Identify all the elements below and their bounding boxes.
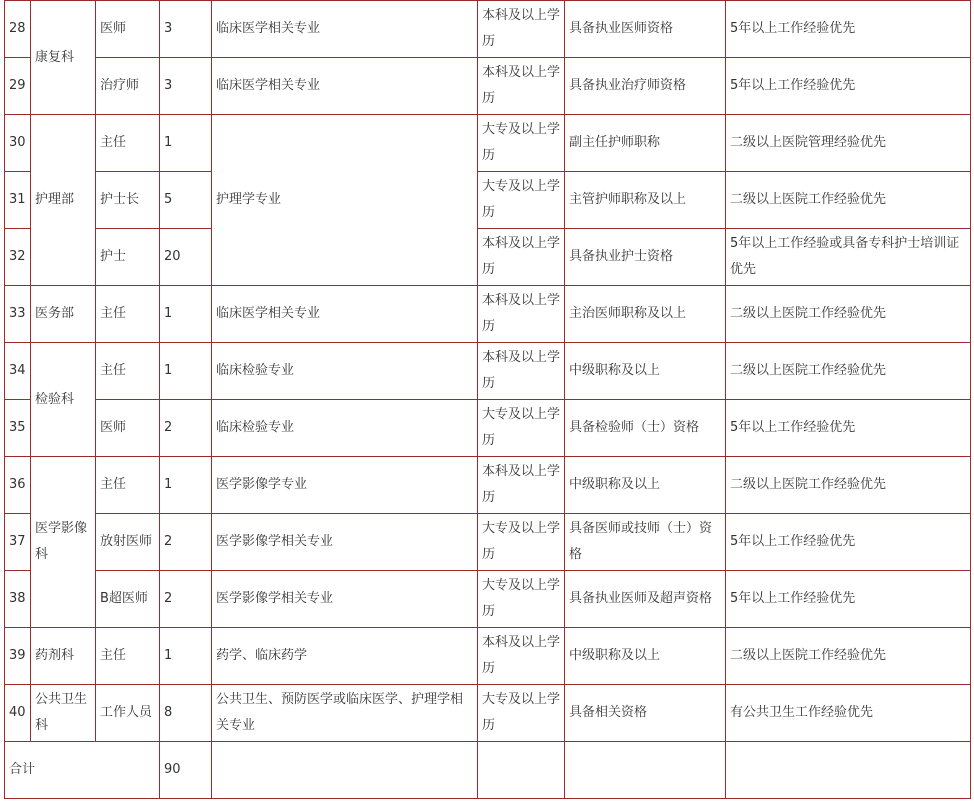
education-cell: 大专及以上学历 [478,514,565,571]
total-label: 合计 [5,742,160,799]
note-cell: 有公共卫生工作经验优先 [726,685,971,742]
department-cell: 药剂科 [31,628,96,685]
position-cell: 医师 [96,400,160,457]
position-cell: 护士 [96,229,160,286]
education-cell: 本科及以上学历 [478,628,565,685]
position-cell: 放射医师 [96,514,160,571]
position-cell: B超医师 [96,571,160,628]
position-cell: 主任 [96,286,160,343]
count-cell: 2 [160,514,212,571]
row-number: 30 [5,115,31,172]
empty-cell [478,742,565,799]
qualification-cell: 具备相关资格 [565,685,726,742]
education-cell: 大专及以上学历 [478,571,565,628]
note-cell: 5年以上工作经验优先 [726,571,971,628]
count-cell: 3 [160,58,212,115]
qualification-cell: 中级职称及以上 [565,457,726,514]
department-cell: 医学影像科 [31,457,96,628]
row-number: 34 [5,343,31,400]
position-cell: 工作人员 [96,685,160,742]
table-row [5,685,971,742]
empty-cell [565,742,726,799]
recruitment-table [4,0,971,799]
major-cell: 药学、临床药学 [212,628,478,685]
education-cell: 大专及以上学历 [478,400,565,457]
education-cell: 本科及以上学历 [478,286,565,343]
row-number: 28 [5,1,31,58]
row-number: 33 [5,286,31,343]
major-cell: 临床检验专业 [212,400,478,457]
row-number: 37 [5,514,31,571]
major-cell: 临床检验专业 [212,343,478,400]
note-cell: 二级以上医院工作经验优先 [726,628,971,685]
position-cell: 主任 [96,115,160,172]
note-cell: 5年以上工作经验优先 [726,400,971,457]
count-cell: 20 [160,229,212,286]
major-cell: 临床医学相关专业 [212,1,478,58]
department-cell: 康复科 [31,1,96,115]
department-cell: 公共卫生科 [31,685,96,742]
major-cell: 公共卫生、预防医学或临床医学、护理学相关专业 [212,685,478,742]
position-cell: 主任 [96,457,160,514]
row-number: 38 [5,571,31,628]
row-number: 40 [5,685,31,742]
row-number: 39 [5,628,31,685]
major-cell: 医学影像学相关专业 [212,514,478,571]
position-cell: 护士长 [96,172,160,229]
row-number: 35 [5,400,31,457]
qualification-cell: 具备执业治疗师资格 [565,58,726,115]
note-cell: 二级以上医院工作经验优先 [726,343,971,400]
major-cell: 临床医学相关专业 [212,58,478,115]
note-cell: 二级以上医院工作经验优先 [726,172,971,229]
qualification-cell: 具备执业医师资格 [565,1,726,58]
table-row [5,172,971,229]
count-cell: 1 [160,343,212,400]
education-cell: 大专及以上学历 [478,685,565,742]
total-count: 90 [160,742,212,799]
table-row [5,400,971,457]
table-row [5,1,971,58]
row-number: 32 [5,229,31,286]
education-cell: 本科及以上学历 [478,343,565,400]
count-cell: 8 [160,685,212,742]
department-cell: 检验科 [31,343,96,457]
table-row [5,229,971,286]
education-cell: 本科及以上学历 [478,58,565,115]
qualification-cell: 具备执业医师及超声资格 [565,571,726,628]
table-row [5,286,971,343]
row-number: 36 [5,457,31,514]
qualification-cell: 具备执业护士资格 [565,229,726,286]
education-cell: 大专及以上学历 [478,172,565,229]
table-row [5,457,971,514]
major-cell: 医学影像学相关专业 [212,571,478,628]
count-cell: 2 [160,571,212,628]
note-cell: 5年以上工作经验优先 [726,1,971,58]
count-cell: 3 [160,1,212,58]
department-cell: 医务部 [31,286,96,343]
position-cell: 治疗师 [96,58,160,115]
count-cell: 1 [160,457,212,514]
major-cell: 护理学专业 [212,115,478,286]
position-cell: 主任 [96,343,160,400]
major-cell: 临床医学相关专业 [212,286,478,343]
empty-cell [212,742,478,799]
table-row [5,571,971,628]
empty-cell [726,742,971,799]
education-cell: 本科及以上学历 [478,229,565,286]
department-cell: 护理部 [31,115,96,286]
count-cell: 1 [160,115,212,172]
table-row [5,343,971,400]
education-cell: 大专及以上学历 [478,115,565,172]
note-cell: 5年以上工作经验或具备专科护士培训证优先 [726,229,971,286]
major-cell: 医学影像学专业 [212,457,478,514]
count-cell: 5 [160,172,212,229]
qualification-cell: 主治医师职称及以上 [565,286,726,343]
row-number: 29 [5,58,31,115]
table-row [5,115,971,172]
count-cell: 1 [160,286,212,343]
qualification-cell: 中级职称及以上 [565,628,726,685]
qualification-cell: 主管护师职称及以上 [565,172,726,229]
note-cell: 二级以上医院工作经验优先 [726,457,971,514]
table-row [5,58,971,115]
qualification-cell: 副主任护师职称 [565,115,726,172]
note-cell: 5年以上工作经验优先 [726,514,971,571]
education-cell: 本科及以上学历 [478,457,565,514]
count-cell: 2 [160,400,212,457]
note-cell: 5年以上工作经验优先 [726,58,971,115]
qualification-cell: 具备医师或技师（士）资格 [565,514,726,571]
total-row [5,742,971,799]
count-cell: 1 [160,628,212,685]
education-cell: 本科及以上学历 [478,1,565,58]
table-row [5,628,971,685]
position-cell: 医师 [96,1,160,58]
row-number: 31 [5,172,31,229]
position-cell: 主任 [96,628,160,685]
table-row [5,514,971,571]
note-cell: 二级以上医院管理经验优先 [726,115,971,172]
note-cell: 二级以上医院工作经验优先 [726,286,971,343]
qualification-cell: 具备检验师（士）资格 [565,400,726,457]
qualification-cell: 中级职称及以上 [565,343,726,400]
